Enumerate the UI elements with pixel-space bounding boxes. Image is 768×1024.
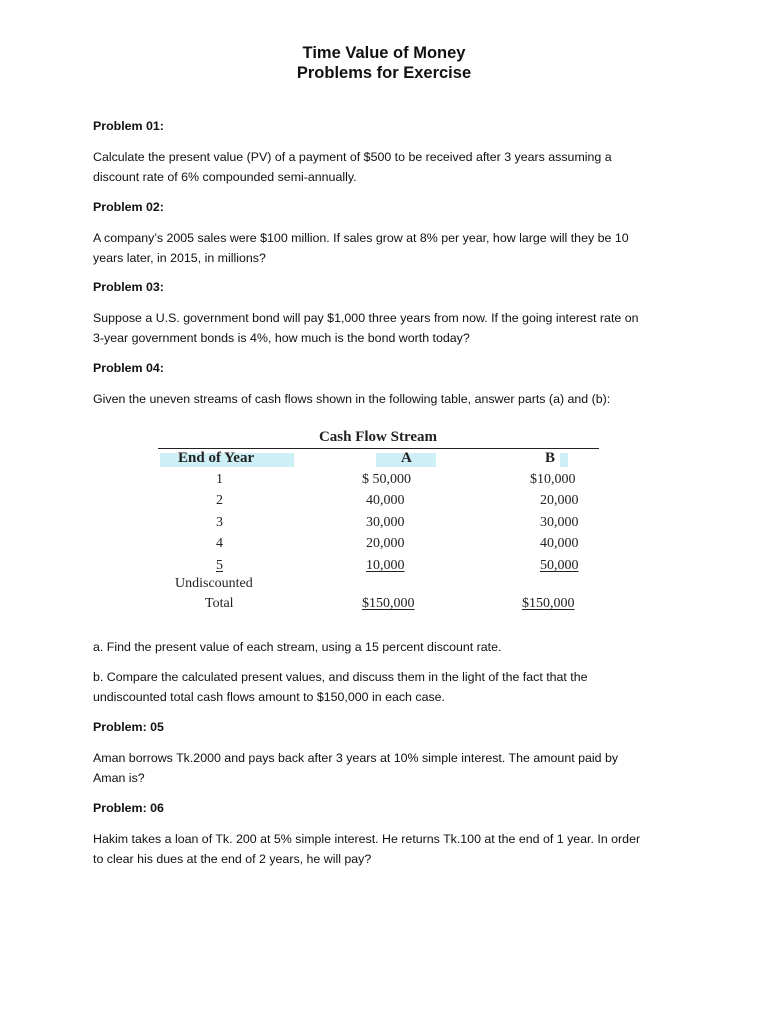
- stream-b-cell: 20,000: [540, 493, 579, 508]
- problem-02-heading: Problem 02:: [93, 200, 164, 214]
- total-a: $150,000: [362, 596, 415, 611]
- year-cell: 4: [216, 536, 223, 551]
- part-a-text: a. Find the present value of each stream, using a 15 percent discount rate.: [93, 640, 502, 654]
- table-caption: Cash Flow Stream: [318, 429, 438, 445]
- text-line: to clear his dues at the end of 2 years, he will pay?: [93, 851, 372, 866]
- text-line: Suppose a U.S. government bond will pay $1,000 three years from now. If the going interest rate on: [93, 311, 639, 325]
- text-line: Aman borrows Tk.2000 and pays back after 3 years at 10% simple interest. The amount paid by: [93, 751, 619, 765]
- stream-a-cell: 10,000: [366, 558, 405, 573]
- column-header-a: A: [401, 450, 412, 466]
- part-b-text: [93, 668, 683, 707]
- column-header-b: B: [545, 450, 556, 466]
- total-label-undiscounted: Undiscounted: [175, 576, 253, 591]
- total-b: $150,000: [522, 596, 575, 611]
- stream-b-cell: 30,000: [540, 515, 579, 530]
- problem-04-text: [93, 390, 683, 410]
- column-header-year: End of Year: [178, 450, 255, 466]
- table-header-rule: [158, 448, 599, 449]
- problem-05-text: [93, 749, 683, 788]
- problem-06-heading: Problem: 06: [93, 801, 164, 815]
- title-line-1: Time Value of Money: [302, 44, 466, 62]
- stream-a-cell: 20,000: [366, 536, 405, 551]
- text-line: Hakim takes a loan of Tk. 200 at 5% simple interest. He returns Tk.100 at the end of 1 year. In order: [93, 832, 641, 846]
- problem-04-heading: Problem 04:: [93, 361, 164, 375]
- text-line: Aman is?: [93, 770, 145, 785]
- year-cell: 3: [216, 515, 223, 530]
- text-line: discount rate of 6% compounded semi-annually.: [93, 169, 357, 184]
- problem-01-text: [93, 148, 683, 187]
- text-line: 3-year government bonds is 4%, how much is the bond worth today?: [93, 330, 470, 345]
- b-header-highlight: [560, 453, 568, 467]
- text-line: years later, in 2015, in millions?: [93, 250, 266, 265]
- stream-a-cell: $ 50,000: [362, 472, 411, 487]
- stream-b-cell: 50,000: [540, 558, 579, 573]
- problem-03-text: [93, 309, 683, 348]
- problem-02-text: [93, 229, 683, 268]
- document-title: [0, 43, 768, 83]
- stream-b-cell: 40,000: [540, 536, 579, 551]
- cash-flow-table: [158, 426, 602, 626]
- text-line: A company’s 2005 sales were $100 million. If sales grow at 8% per year, how large will they be 10: [93, 231, 629, 245]
- year-cell: 5: [216, 558, 223, 573]
- problem-05-heading: Problem: 05: [93, 720, 164, 734]
- text-line: undiscounted total cash flows amount to $150,000 in each case.: [93, 689, 445, 704]
- problem-06-text: [93, 830, 683, 869]
- stream-a-cell: 30,000: [366, 515, 405, 530]
- problem-01-heading: Problem 01:: [93, 119, 164, 133]
- text-line: Calculate the present value (PV) of a payment of $500 to be received after 3 years assuming a: [93, 150, 612, 164]
- total-label-total: Total: [205, 596, 234, 611]
- text-line: Given the uneven streams of cash flows shown in the following table, answer parts (a) and (b):: [93, 392, 611, 406]
- stream-a-cell: 40,000: [366, 493, 405, 508]
- text-line: b. Compare the calculated present values, and discuss them in the light of the fact that the: [93, 670, 588, 684]
- problem-03-heading: Problem 03:: [93, 280, 164, 294]
- title-line-2: Problems for Exercise: [296, 64, 472, 82]
- year-cell: 1: [216, 472, 223, 487]
- year-cell: 2: [216, 493, 223, 508]
- stream-b-cell: $10,000: [530, 472, 576, 487]
